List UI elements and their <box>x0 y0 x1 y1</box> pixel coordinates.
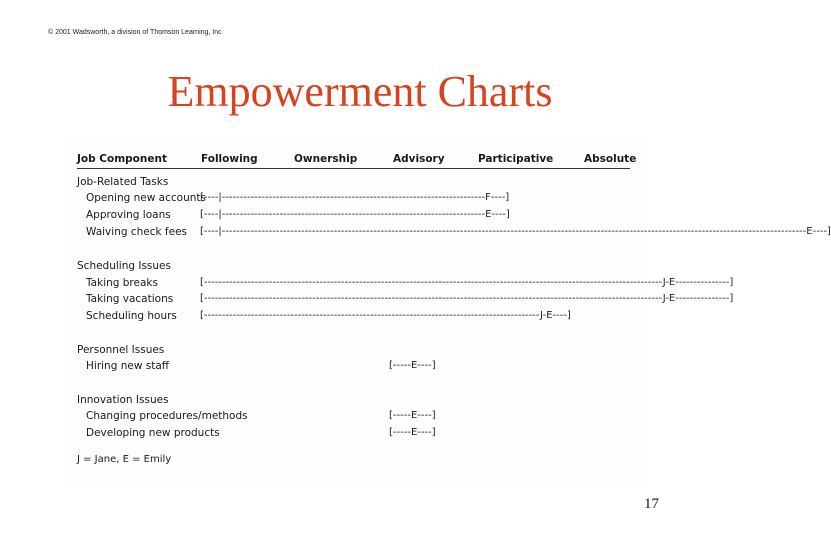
empowerment-range-bar: [-----E----] <box>389 410 436 421</box>
task-label: Scheduling hours <box>86 310 177 322</box>
task-label: Developing new products <box>86 427 220 439</box>
empowerment-chart <box>68 140 831 485</box>
empowerment-range-bar: [-----E----] <box>389 360 436 371</box>
task-label: Taking vacations <box>86 293 174 305</box>
header-job-component: Job Component <box>77 153 167 165</box>
empowerment-range-bar: [---------------------------------------------------------------------------------------------J-E----] <box>200 310 571 321</box>
task-label: Waiving check fees <box>86 226 188 238</box>
header-ownership: Ownership <box>294 153 358 165</box>
task-label: Changing procedures/methods <box>86 410 248 422</box>
header-advisory: Advisory <box>393 153 445 165</box>
slide-title: Empowerment Charts <box>167 67 553 116</box>
empowerment-range-bar: [----|-------------------------------------------------------------------------F----] <box>200 192 510 203</box>
header-participative: Participative <box>478 153 554 165</box>
section-heading: Scheduling Issues <box>77 260 171 272</box>
section-heading: Job-Related Tasks <box>77 176 169 188</box>
page-number: 17 <box>644 496 659 512</box>
chart-legend: J = Jane, E = Emily <box>77 454 172 465</box>
task-label: Approving loans <box>86 209 171 221</box>
empowerment-range-bar: [----|-------------------------------------------------------------------------E----] <box>200 209 510 220</box>
empowerment-range-bar: [-------------------------------------------------------------------------------------------------------------------------------J-E---------------] <box>200 293 734 304</box>
empowerment-range-bar: [-----E----] <box>389 427 436 438</box>
section-heading: Personnel Issues <box>77 344 165 356</box>
task-label: Hiring new staff <box>86 360 170 372</box>
header-following: Following <box>201 153 258 165</box>
header-absolute: Absolute <box>584 153 637 165</box>
task-label: Taking breaks <box>86 277 158 289</box>
empowerment-range-bar: [-------------------------------------------------------------------------------------------------------------------------------J-E---------------] <box>200 277 734 288</box>
empowerment-range-bar: [----|------------------------------------------------------------------------------------------------------------------------------------------------------------------E----] <box>200 226 831 237</box>
section-heading: Innovation Issues <box>77 394 169 406</box>
task-label: Opening new accounts <box>86 192 206 204</box>
copyright-notice: © 2001 Wadsworth, a division of Thomson Learning, Inc <box>48 29 222 36</box>
header-divider <box>77 168 630 169</box>
